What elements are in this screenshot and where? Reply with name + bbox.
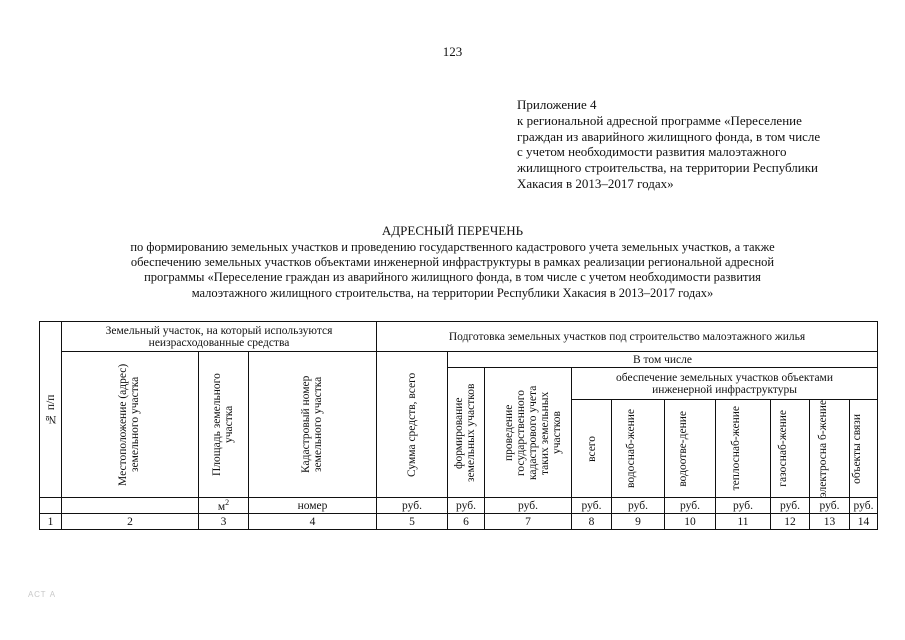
appendix-line: Приложение 4	[517, 97, 597, 112]
header-land-plot-group: Земельный участок, на который используются неизрасходованные средства	[62, 322, 377, 352]
column-number: 4	[249, 514, 377, 530]
header-engineering-infrastructure: обеспечение земельных участков объектами инженерной инфраструктуры	[572, 368, 878, 400]
appendix-line: граждан из аварийного жилищного фонда, в том числе	[517, 128, 821, 144]
appendix-line: с учетом необходимости развития малоэтажного	[517, 144, 787, 160]
unit-cell: руб.	[771, 498, 810, 514]
unit-cell	[40, 498, 62, 514]
header-total-sum: Сумма средств, всего	[377, 352, 448, 498]
header-location: Местоположение (адрес) земельного участка	[62, 352, 199, 498]
unit-cell: руб.	[572, 498, 612, 514]
column-number: 8	[572, 514, 612, 530]
column-number: 10	[665, 514, 716, 530]
appendix-line: жилищного строительства, на территории Республики	[517, 160, 819, 176]
header-communication: объекты связи	[850, 400, 878, 498]
subheading-line: обеспечению земельных участков объектами инженерной инфраструктуры в рамках реализации региональной адресной	[130, 255, 775, 270]
appendix-note	[517, 97, 862, 192]
column-number: 2	[62, 514, 199, 530]
column-number: 9	[612, 514, 665, 530]
header-cadastral-registration: проведение государственного кадастрового учета таких земельных участков	[485, 368, 572, 498]
header-water-supply: водоснаб-жение	[612, 400, 665, 498]
address-list-table	[39, 321, 878, 530]
document-subheading	[0, 240, 905, 301]
column-number: 14	[850, 514, 878, 530]
column-number: 3	[199, 514, 249, 530]
header-electricity-supply: электросна б-жение	[810, 400, 850, 498]
header-cadastral-number: Кадастровый номер земельного участка	[249, 352, 377, 498]
subheading-line: малоэтажного жилищного строительства, на территории Республики Хакасия в 2013–2017 годах»	[191, 285, 714, 300]
document-heading: АДРЕСНЫЙ ПЕРЕЧЕНЬ	[381, 223, 524, 238]
header-row-number: № п/п	[40, 322, 62, 498]
column-number: 5	[377, 514, 448, 530]
column-numbers-row	[40, 514, 878, 530]
unit-cell: руб.	[810, 498, 850, 514]
unit-cell	[62, 498, 199, 514]
appendix-line: Хакасия в 2013–2017 годах»	[517, 175, 674, 191]
header-area: Площадь земельного участка	[199, 352, 249, 498]
column-number: 6	[448, 514, 485, 530]
unit-cell: руб.	[850, 498, 878, 514]
column-number: 7	[485, 514, 572, 530]
column-number: 1	[40, 514, 62, 530]
unit-cell: руб.	[665, 498, 716, 514]
unit-cell: номер	[249, 498, 377, 514]
header-total: всего	[572, 400, 612, 498]
units-row	[40, 498, 878, 514]
unit-cell: $м^2$	[199, 498, 249, 514]
header-heat-supply: теплоснаб-жение	[716, 400, 771, 498]
header-drainage: водоотве-дение	[665, 400, 716, 498]
subheading-line: по формированию земельных участков и проведению государственного кадастрового учета земельных участков, а также	[130, 240, 775, 254]
unit-cell: руб.	[377, 498, 448, 514]
header-in-total: В том числе	[448, 352, 878, 368]
subheading-line: программы «Переселение граждан из аварийного жилищного фонда, в том числе с учетом необходимости развития	[144, 270, 761, 285]
column-number: 12	[771, 514, 810, 530]
unit-cell: руб.	[485, 498, 572, 514]
watermark: АСТ А	[28, 590, 57, 599]
header-gas-supply: газоснаб-жение	[771, 400, 810, 498]
header-formation: формирование земельных участков	[448, 368, 485, 498]
column-number: 13	[810, 514, 850, 530]
header-preparation-group: Подготовка земельных участков под строительство малоэтажного жилья	[377, 322, 878, 352]
page-number: 123	[442, 44, 463, 59]
appendix-line: к региональной адресной программе «Переселение	[517, 112, 802, 128]
unit-cell: руб.	[612, 498, 665, 514]
unit-cell: руб.	[448, 498, 485, 514]
column-number: 11	[716, 514, 771, 530]
unit-cell: руб.	[716, 498, 771, 514]
